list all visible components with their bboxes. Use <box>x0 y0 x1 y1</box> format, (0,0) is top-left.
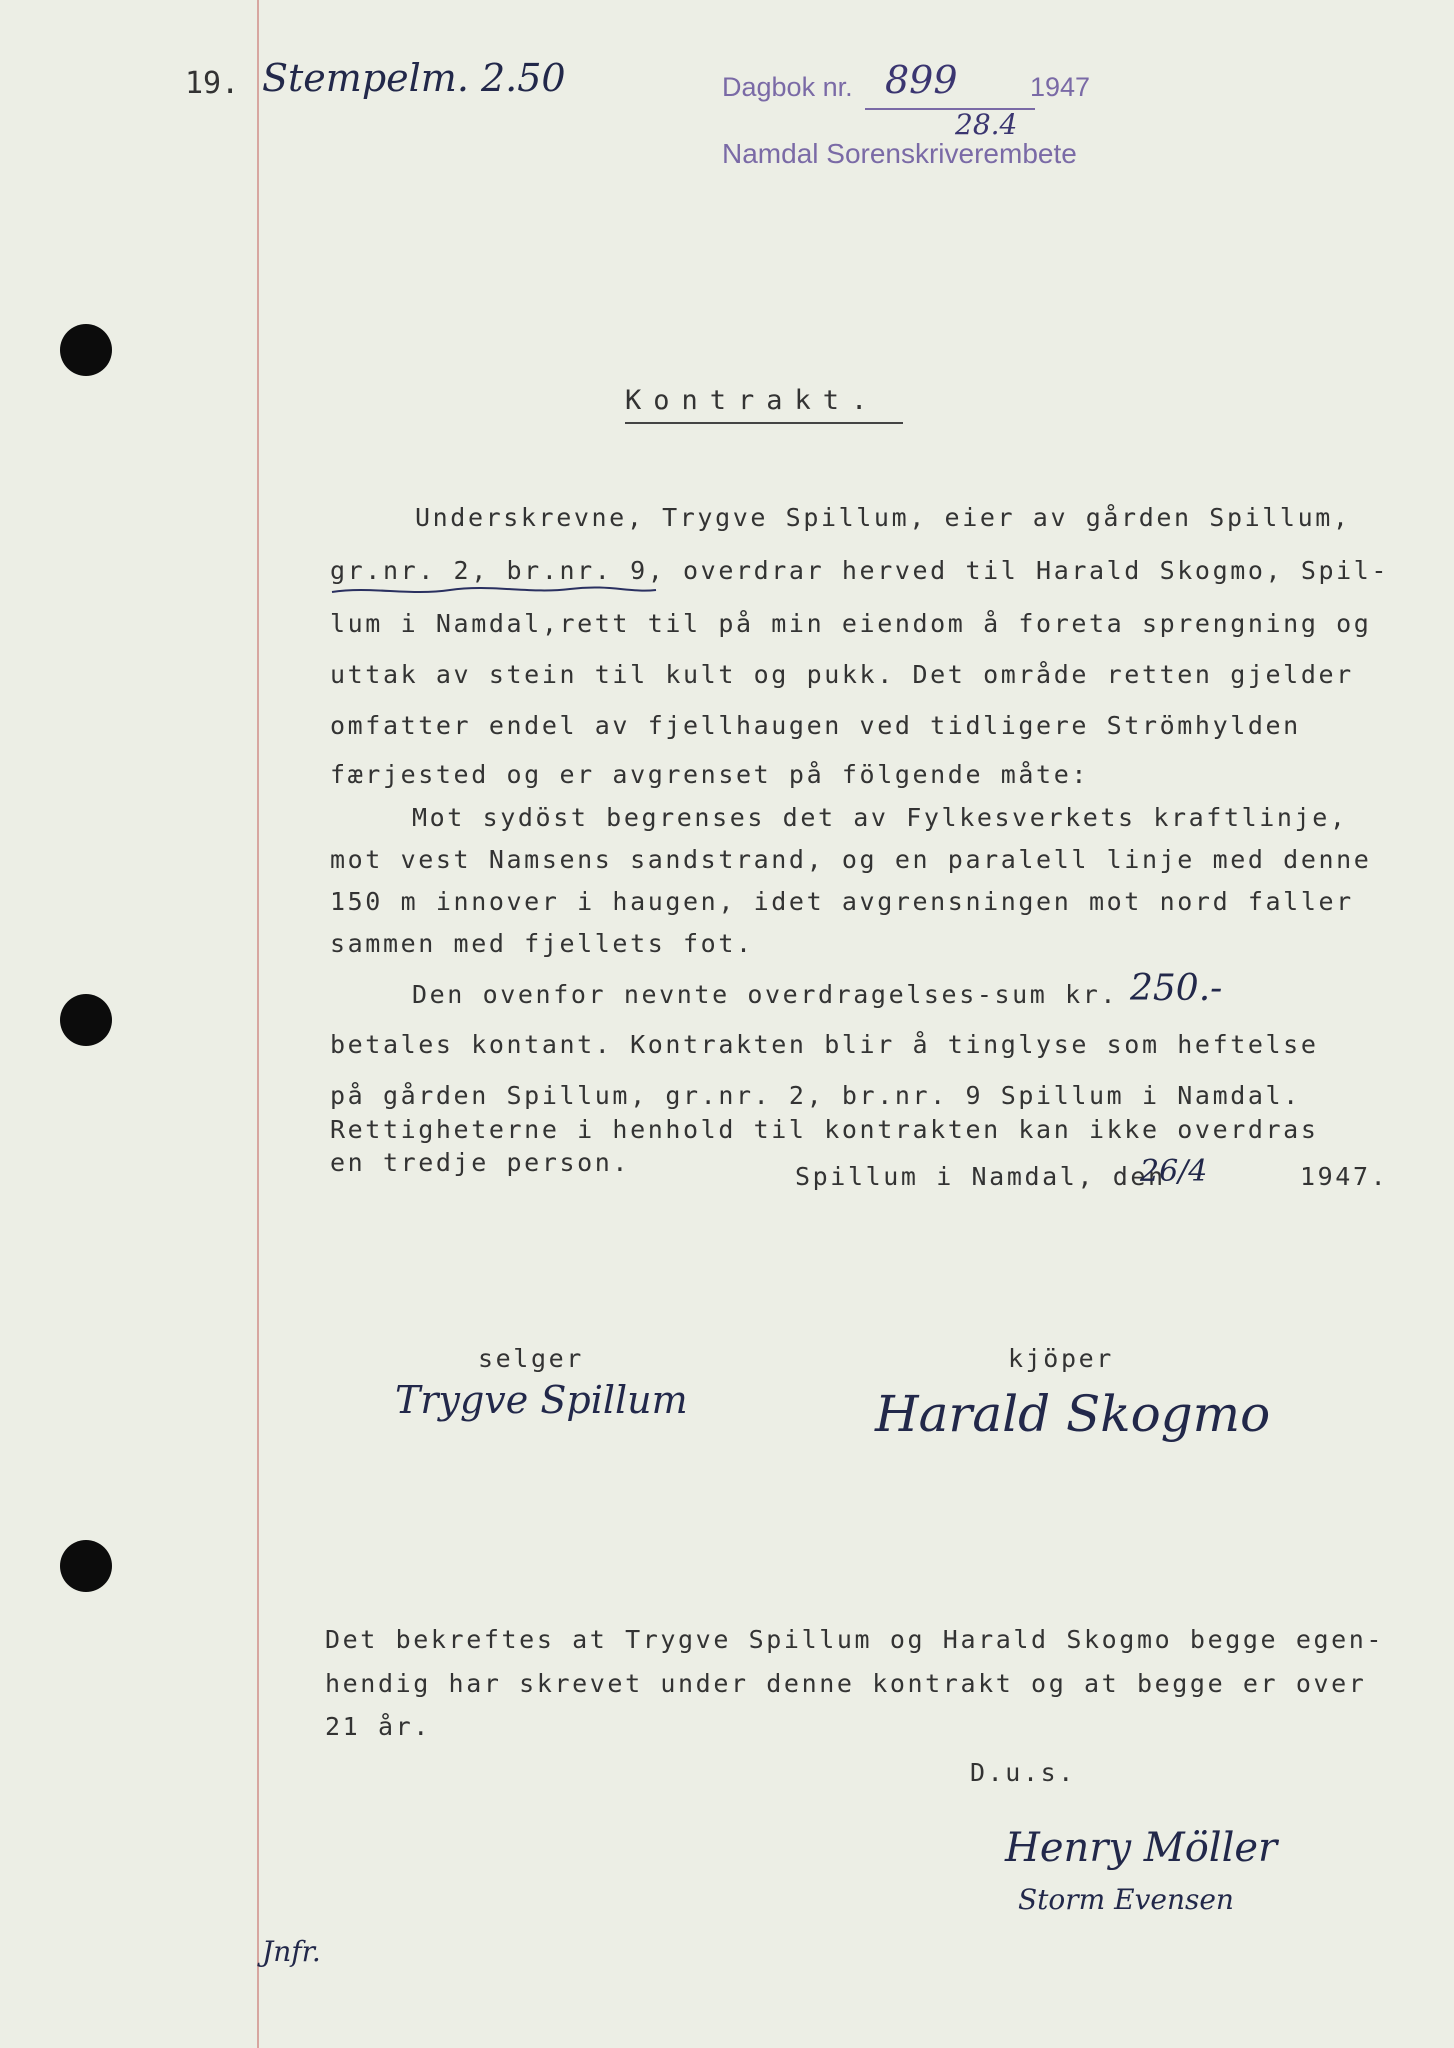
punch-hole-middle <box>60 994 112 1046</box>
body-line-4: uttak av stein til kult og pukk. Det område retten gjelder <box>330 660 1354 689</box>
certification-line-1: Det bekreftes at Trygve Spillum og Harald Skogmo begge egen- <box>325 1625 1385 1654</box>
body-line-13: på gården Spillum, gr.nr. 2, br.nr. 9 Spillum i Namdal. <box>330 1081 1301 1110</box>
contract-title: Kontrakt. <box>625 385 880 416</box>
body-line-2: gr.nr. 2, br.nr. 9, overdrar herved til Harald Skogmo, Spil- <box>330 556 1390 585</box>
body-line-5: omfatter endel av fjellhaugen ved tidligere Strömhylden <box>330 711 1301 740</box>
stamp-year: 1947 <box>1030 72 1091 102</box>
place-date-prefix: Spillum i Namdal, den <box>795 1162 1166 1191</box>
stamp-date: 28.4 <box>955 108 1018 141</box>
body-line-14: Rettigheterne i henhold til kontrakten kan ikke overdras <box>330 1115 1319 1144</box>
body-line-10: sammen med fjellets fot. <box>330 929 754 958</box>
buyer-signature: Harald Skogmo <box>875 1385 1271 1443</box>
handwritten-underline <box>330 584 660 598</box>
buyer-label: kjöper <box>1008 1344 1114 1373</box>
footer-initials: Jnfr. <box>262 1935 321 1968</box>
body-line-15: en tredje person. <box>330 1148 631 1177</box>
body-line-6: færjested og er avgrenset på fölgende måte: <box>330 760 1090 789</box>
stamp-dagbok-number: 899 <box>885 58 958 102</box>
certification-line-2: hendig har skrevet under denne kontrakt og at begge er over <box>325 1669 1367 1698</box>
stamp-dagbok-label: Dagbok nr. <box>722 72 853 102</box>
seller-signature: Trygve Spillum <box>395 1378 688 1422</box>
seller-label: selger <box>478 1344 584 1373</box>
witness-signature-1: Henry Möller <box>1005 1825 1278 1871</box>
page-number: 19. <box>185 66 240 101</box>
stamp-office: Namdal Sorenskriverembete <box>722 138 1077 169</box>
body-line-8: mot vest Namsens sandstrand, og en paralell linje med denne <box>330 845 1372 874</box>
punch-hole-bottom <box>60 1540 112 1592</box>
title-underline <box>625 422 903 424</box>
body-line-3: lum i Namdal,rett til på min eiendom å foreta sprengning og <box>330 609 1372 638</box>
witness-signature-2: Storm Evensen <box>1018 1883 1234 1916</box>
margin-rule <box>257 0 259 2048</box>
handwritten-date: 26/4 <box>1140 1154 1208 1189</box>
body-line-11: Den ovenfor nevnte overdragelses-sum kr. <box>412 980 1119 1009</box>
closing-dus: D.u.s. <box>970 1758 1076 1787</box>
place-date-year: 1947. <box>1300 1162 1389 1191</box>
body-line-1: Underskrevne, Trygve Spillum, eier av gården Spillum, <box>415 503 1351 532</box>
body-line-9: 150 m innover i haugen, idet avgrensningen mot nord faller <box>330 887 1354 916</box>
stamp-fee-note: Stempelm. 2.50 <box>262 56 566 100</box>
certification-line-3: 21 år. <box>325 1712 431 1741</box>
body-line-12: betales kontant. Kontrakten blir å tinglyse som heftelse <box>330 1030 1319 1059</box>
handwritten-sum: 250.- <box>1130 968 1223 1009</box>
body-line-7: Mot sydöst begrenses det av Fylkesverkets kraftlinje, <box>412 803 1348 832</box>
punch-hole-top <box>60 324 112 376</box>
